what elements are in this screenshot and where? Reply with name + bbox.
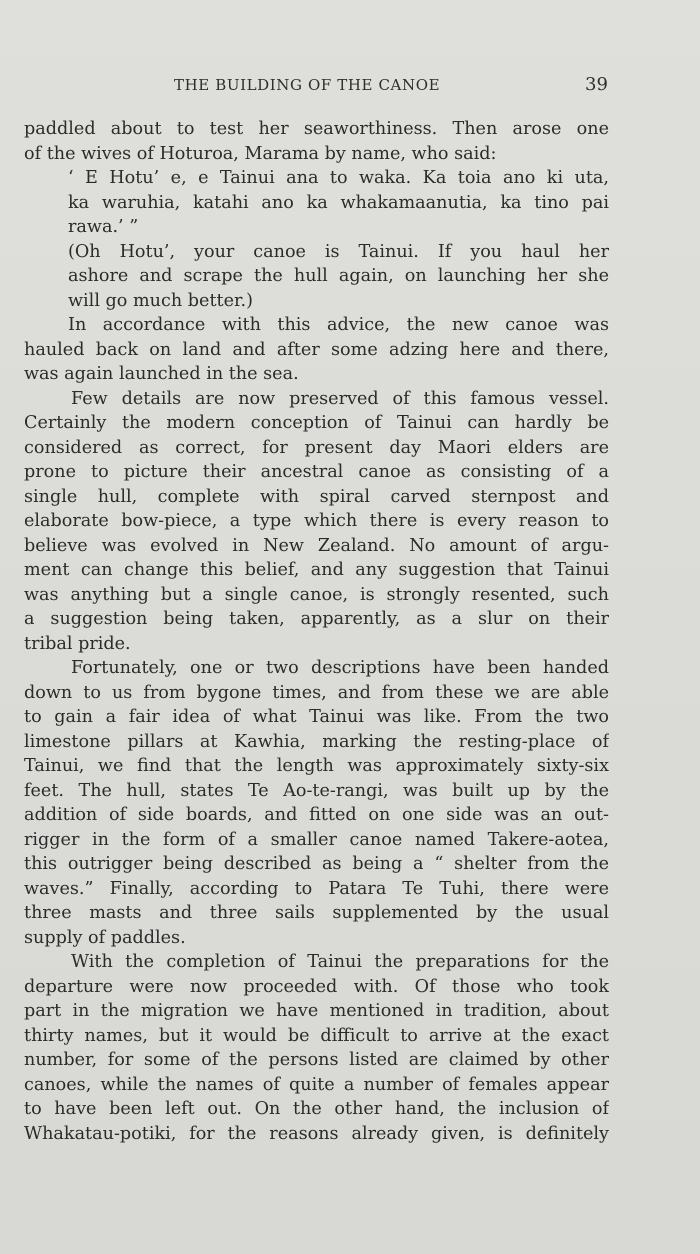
text-line: prone to picture their ancestral canoe as consisting of a: [24, 462, 609, 482]
text-line: part in the migration we have mentioned in tradition, about: [24, 1001, 609, 1021]
text-line: Fortunately, one or two descriptions have been handed: [71, 658, 609, 678]
text-line: rawa.’ ”: [68, 217, 139, 237]
text-line: In accordance with this advice, the new canoe was: [68, 315, 609, 335]
text-line: of the wives of Hoturoa, Marama by name, who said:: [24, 143, 497, 164]
text-line: single hull, complete with spiral carved sternpost and: [24, 486, 609, 507]
text-line: number, for some of the persons listed are claimed by other: [24, 1050, 609, 1070]
text-line: rigger in the form of a smaller canoe named Takere-aotea,: [24, 829, 609, 850]
text-line: believe was evolved in New Zealand. No amount of argu-: [24, 535, 609, 556]
text-line: tribal pride.: [24, 633, 131, 654]
text-line: supply of paddles.: [24, 927, 186, 948]
text-line: limestone pillars at Kawhia, marking the resting-place of: [24, 731, 609, 752]
text-line: ka waruhia, katahi ano ka whakamaanutia, ka tino pai: [68, 192, 609, 213]
text-line: With the completion of Tainui the preparations for the: [71, 952, 609, 972]
text-line: thirty names, but it would be difficult to arrive at the exact: [24, 1025, 609, 1046]
text-line: Whakatau-potiki, for the reasons already given, is definitely: [24, 1123, 609, 1144]
text-line: considered as correct, for present day Maori elders are: [24, 437, 609, 458]
text-line: (Oh Hotu’, your canoe is Tainui. If you haul her: [68, 241, 609, 262]
text-line: was anything but a single canoe, is strongly resented, such: [24, 584, 609, 605]
text-line: three masts and three sails supplemented by the usual: [24, 903, 609, 923]
text-line: ment can change this belief, and any suggestion that Tainui: [24, 560, 609, 580]
running-head: [0, 74, 700, 98]
text-line: ‘ E Hotu’ e, e Tainui ana to waka. Ka toia ano ki uta,: [68, 168, 609, 188]
text-line: will go much better.): [68, 290, 253, 311]
running-title: THE BUILDING OF THE CANOE: [174, 76, 441, 94]
page-number: 39: [585, 74, 608, 95]
text-line: hauled back on land and after some adzing here and there,: [24, 339, 609, 360]
body-text: [24, 117, 609, 1146]
text-line: Tainui, we find that the length was approximately sixty-six: [24, 756, 609, 776]
text-line: elaborate bow-piece, a type which there is every reason to: [24, 511, 609, 531]
text-line: paddled about to test her seaworthiness. Then arose one: [24, 119, 609, 139]
text-line: departure were now proceeded with. Of those who took: [24, 976, 609, 997]
text-line: this outrigger being described as being a “ shelter from the: [24, 854, 609, 874]
text-line: Certainly the modern conception of Tainui can hardly be: [24, 413, 609, 433]
text-line: feet. The hull, states Te Ao-te-rangi, was built up by the: [24, 780, 609, 801]
text-line: to gain a fair idea of what Tainui was like. From the two: [24, 707, 609, 727]
text-line: Few details are now preserved of this famous vessel.: [71, 388, 609, 409]
text-line: a suggestion being taken, apparently, as a slur on their: [24, 609, 609, 629]
text-line: addition of side boards, and fitted on one side was an out-: [24, 805, 609, 825]
text-line: was again launched in the sea.: [24, 364, 299, 384]
text-line: to have been left out. On the other hand, the inclusion of: [24, 1099, 609, 1119]
text-line: ashore and scrape the hull again, on launching her she: [68, 266, 609, 286]
text-line: waves.” Finally, according to Patara Te Tuhi, there were: [24, 878, 609, 899]
text-line: down to us from bygone times, and from these we are able: [24, 682, 609, 703]
text-line: canoes, while the names of quite a number of females appear: [24, 1074, 609, 1095]
